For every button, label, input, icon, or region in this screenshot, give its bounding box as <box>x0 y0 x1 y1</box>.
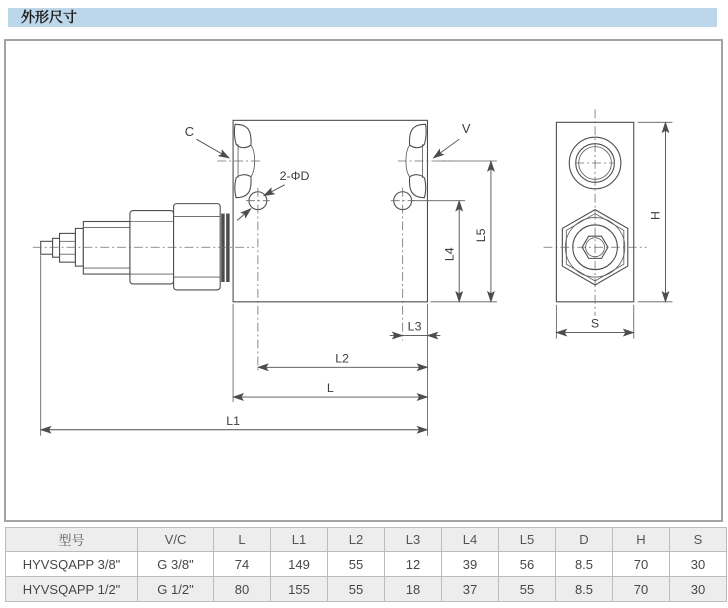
side-view <box>543 109 672 338</box>
cell-l5: 55 <box>499 577 556 602</box>
col-header-h: H <box>613 528 670 552</box>
label-dim-l5: L5 <box>473 228 488 243</box>
dimension-table <box>5 527 727 602</box>
cell-l3: 12 <box>385 552 442 577</box>
cell-l4: 37 <box>442 577 499 602</box>
cell-s: 30 <box>670 577 727 602</box>
col-header-l4: L4 <box>442 528 499 552</box>
label-port-c: C <box>184 124 195 140</box>
dimension-h <box>638 122 673 302</box>
cell-model: HYVSQAPP 1/2" <box>6 577 138 602</box>
label-holes: 2-ΦD <box>279 168 310 183</box>
cell-l3: 18 <box>385 577 442 602</box>
col-header-d: D <box>556 528 613 552</box>
cell-s: 30 <box>670 552 727 577</box>
cell-l: 74 <box>214 552 271 577</box>
cell-l5: 56 <box>499 552 556 577</box>
cell-d: 8.5 <box>556 577 613 602</box>
drawing-frame <box>4 39 723 522</box>
cell-l4: 39 <box>442 552 499 577</box>
table-header-row <box>6 528 727 552</box>
front-view <box>33 120 497 435</box>
label-dim-l4: L4 <box>442 247 457 262</box>
cell-d: 8.5 <box>556 552 613 577</box>
dimensions-bottom <box>41 255 441 435</box>
label-dim-l3: L3 <box>407 319 422 334</box>
dimension-drawing <box>6 41 721 520</box>
col-header-l2: L2 <box>328 528 385 552</box>
col-header-l3: L3 <box>385 528 442 552</box>
col-header-l: L <box>214 528 271 552</box>
port-c <box>217 124 263 197</box>
cell-vc: G 3/8" <box>138 552 214 577</box>
cell-l: 80 <box>214 577 271 602</box>
cell-h: 70 <box>613 552 670 577</box>
col-header-vc: V/C <box>138 528 214 552</box>
section-title: 外形尺寸 <box>8 8 717 27</box>
label-dim-l2: L2 <box>335 351 350 366</box>
dimension-s <box>556 305 633 339</box>
valve-body-outline <box>233 120 427 301</box>
col-header-l5: L5 <box>499 528 556 552</box>
cell-vc: G 1/2" <box>138 577 214 602</box>
col-header-model: 型号 <box>6 528 138 552</box>
cell-l1: 155 <box>271 577 328 602</box>
cell-l2: 55 <box>328 577 385 602</box>
table-row <box>6 577 727 602</box>
cell-model: HYVSQAPP 3/8" <box>6 552 138 577</box>
table-row <box>6 552 727 577</box>
cell-h: 70 <box>613 577 670 602</box>
label-dim-h: H <box>648 211 663 221</box>
cell-l1: 149 <box>271 552 328 577</box>
label-port-v: V <box>461 121 471 137</box>
cell-l2: 55 <box>328 552 385 577</box>
label-dim-s: S <box>590 316 600 331</box>
mounting-holes <box>246 188 415 372</box>
col-header-s: S <box>670 528 727 552</box>
col-header-l1: L1 <box>271 528 328 552</box>
label-dim-l: L <box>326 381 334 396</box>
valve-cartridge <box>33 204 254 290</box>
dimensions-right <box>412 161 497 302</box>
label-dim-l1: L1 <box>226 413 240 428</box>
